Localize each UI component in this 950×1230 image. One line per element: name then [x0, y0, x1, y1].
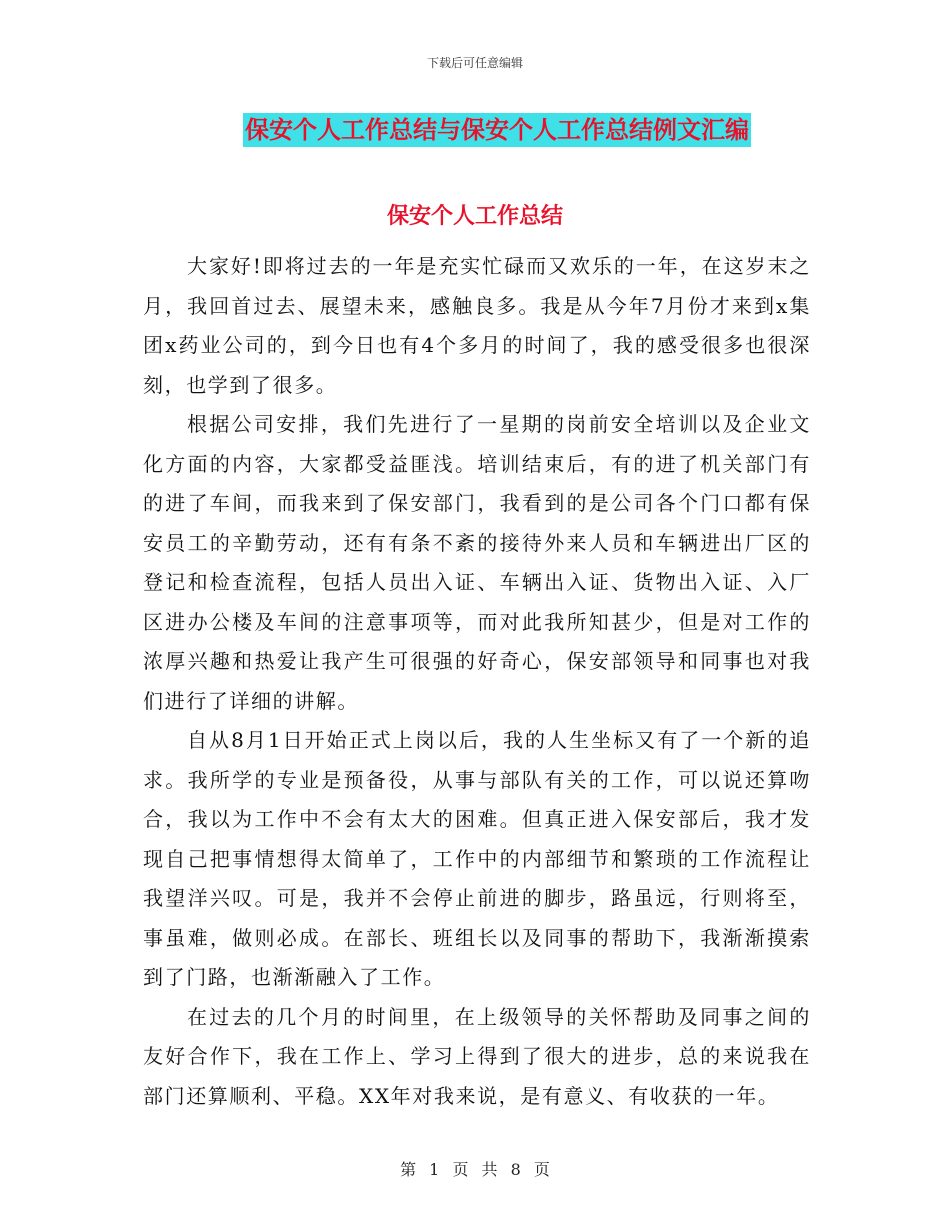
section-title: 保安个人工作总结: [386, 204, 563, 229]
document-title-text: 保安个人工作总结与保安个人工作总结例文汇编: [243, 113, 751, 147]
paragraph: 大家好!即将过去的一年是充实忙碌而又欢乐的一年，在这岁末之月，我回首过去、展望未来，感触良多。我是从今年7月份才来到x集团x药业公司的，到今日也有4个多月的时间了，我的感受很多也很深刻，也学到了很多。: [143, 254, 811, 397]
paragraph: 自从8月1日开始正式上岗以后，我的人生坐标又有了一个新的追求。我所学的专业是预备役，从事与部队有关的工作，可以说还算吻合，我以为工作中不会有太大的困难。但真正进入保安部后，我才发现自己把事情想得太简单了，工作中的内部细节和繁琐的工作流程让我望洋兴叹。可是，我并不会停止前进的脚步，路虽远，行则将至，事虽难，做则必成。在部长、班组长以及同事的帮助下，我渐渐摸索到了门路，也渐渐融入了工作。: [143, 728, 811, 989]
header-note: 下载后可任意编辑: [426, 56, 523, 70]
document-title: [0, 113, 950, 147]
document-body: [143, 247, 811, 1116]
page-number: 第 1 页 共 8 页: [400, 1160, 550, 1179]
paragraph: 在过去的几个月的时间里，在上级领导的关怀帮助及同事之间的友好合作下，我在工作上、学习上得到了很大的进步，总的来说我在部门还算顺利、平稳。XX年对我来说，是有意义、有收获的一年。: [143, 1004, 811, 1108]
paragraph: 根据公司安排，我们先进行了一星期的岗前安全培训以及企业文化方面的内容，大家都受益匪浅。培训结束后，有的进了机关部门有的进了车间，而我来到了保安部门，我看到的是公司各个门口都有保安员工的辛勤劳动，还有有条不紊的接待外来人员和车辆进出厂区的登记和检查流程，包括人员出入证、车辆出入证、货物出入证、入厂区进办公楼及车间的注意事项等，而对此我所知甚少，但是对工作的浓厚兴趣和热爱让我产生可很强的好奇心，保安部领导和同事也对我们进行了详细的讲解。: [143, 412, 811, 713]
